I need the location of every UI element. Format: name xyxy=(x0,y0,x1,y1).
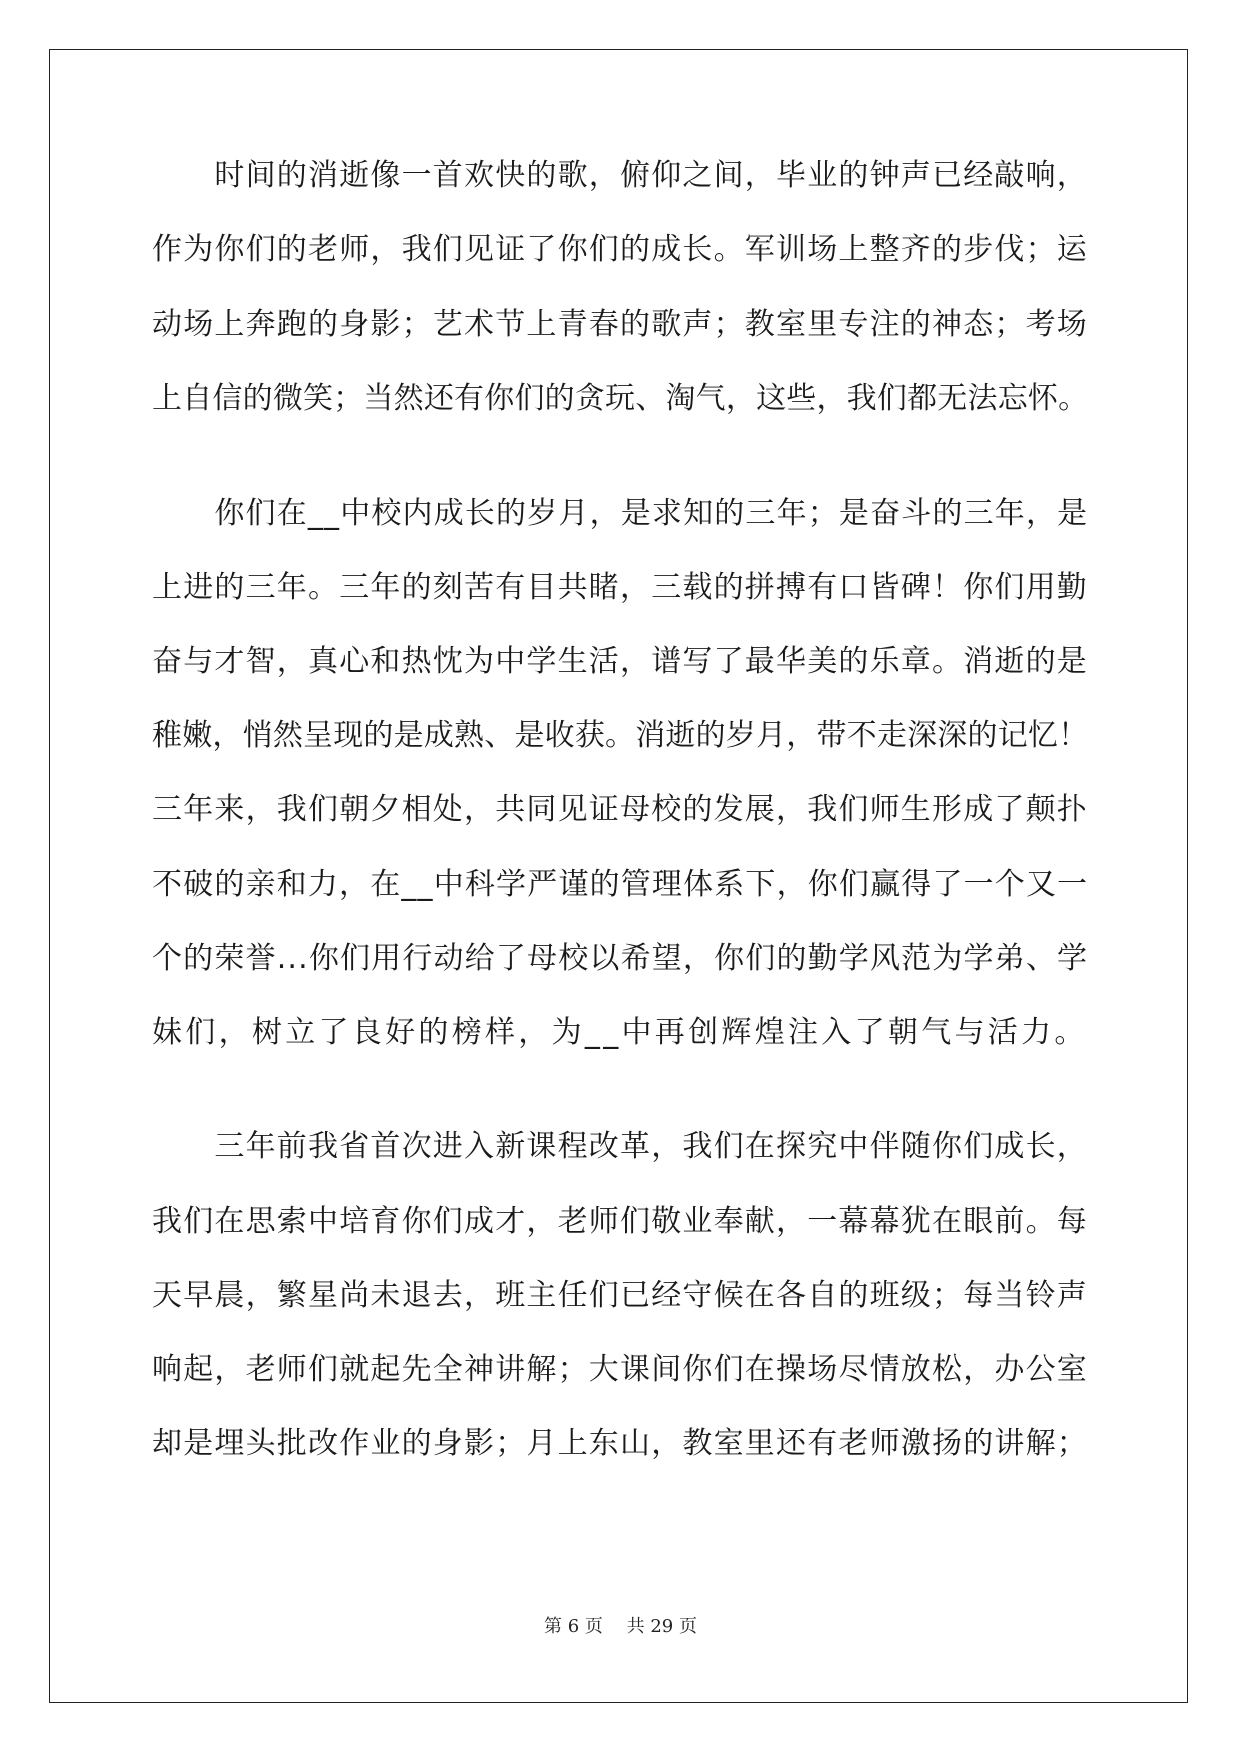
page-footer xyxy=(0,1615,1241,1639)
text-line: 作为你们的老师，我们见证了你们的成长。军训场上整齐的步伐；运 xyxy=(152,232,1088,267)
text-line: 动场上奔跑的身影；艺术节上青春的歌声；教室里专注的神态；考场 xyxy=(152,307,1088,342)
text-line: 三年前我省首次进入新课程改革，我们在探究中伴随你们成长， xyxy=(152,1129,1088,1164)
text-line: 稚嫩，悄然呈现的是成熟、是收获。消逝的岁月，带不走深深的记忆！ xyxy=(152,718,1089,753)
text-line: 妹们，树立了良好的榜样，为__中再创辉煌注入了朝气与活力。 xyxy=(152,1015,1088,1050)
text-line: 三年来，我们朝夕相处，共同见证母校的发展，我们师生形成了颠扑 xyxy=(152,792,1088,827)
text-line: 响起，老师们就起先全神讲解；大课间你们在操场尽情放松，办公室 xyxy=(152,1352,1088,1387)
text-line: 奋与才智，真心和热忱为中学生活，谱写了最华美的乐章。消逝的是 xyxy=(152,644,1088,679)
text-line: 时间的消逝像一首欢快的歌，俯仰之间，毕业的钟声已经敲响， xyxy=(152,158,1088,193)
page-number: 第 6 页 共 29 页 xyxy=(544,1616,697,1637)
text-line: 个的荣誉...你们用行动给了母校以希望，你们的勤学风范为学弟、学 xyxy=(152,941,1089,976)
text-line: 上自信的微笑；当然还有你们的贪玩、淘气，这些，我们都无法忘怀。 xyxy=(152,381,1089,416)
text-line: 不破的亲和力，在__中科学严谨的管理体系下，你们赢得了一个又一 xyxy=(152,867,1089,902)
text-line: 天早晨，繁星尚未退去，班主任们已经守候在各自的班级；每当铃声 xyxy=(152,1278,1088,1313)
text-line: 我们在思索中培育你们成才，老师们敬业奉献，一幕幕犹在眼前。每 xyxy=(152,1204,1088,1239)
text-line: 却是埋头批改作业的身影；月上东山，教室里还有老师激扬的讲解； xyxy=(152,1426,1088,1461)
text-line: 你们在__中校内成长的岁月，是求知的三年；是奋斗的三年，是 xyxy=(152,496,1089,531)
text-line: 上进的三年。三年的刻苦有目共睹，三载的拼搏有口皆碑！你们用勤 xyxy=(152,570,1088,605)
